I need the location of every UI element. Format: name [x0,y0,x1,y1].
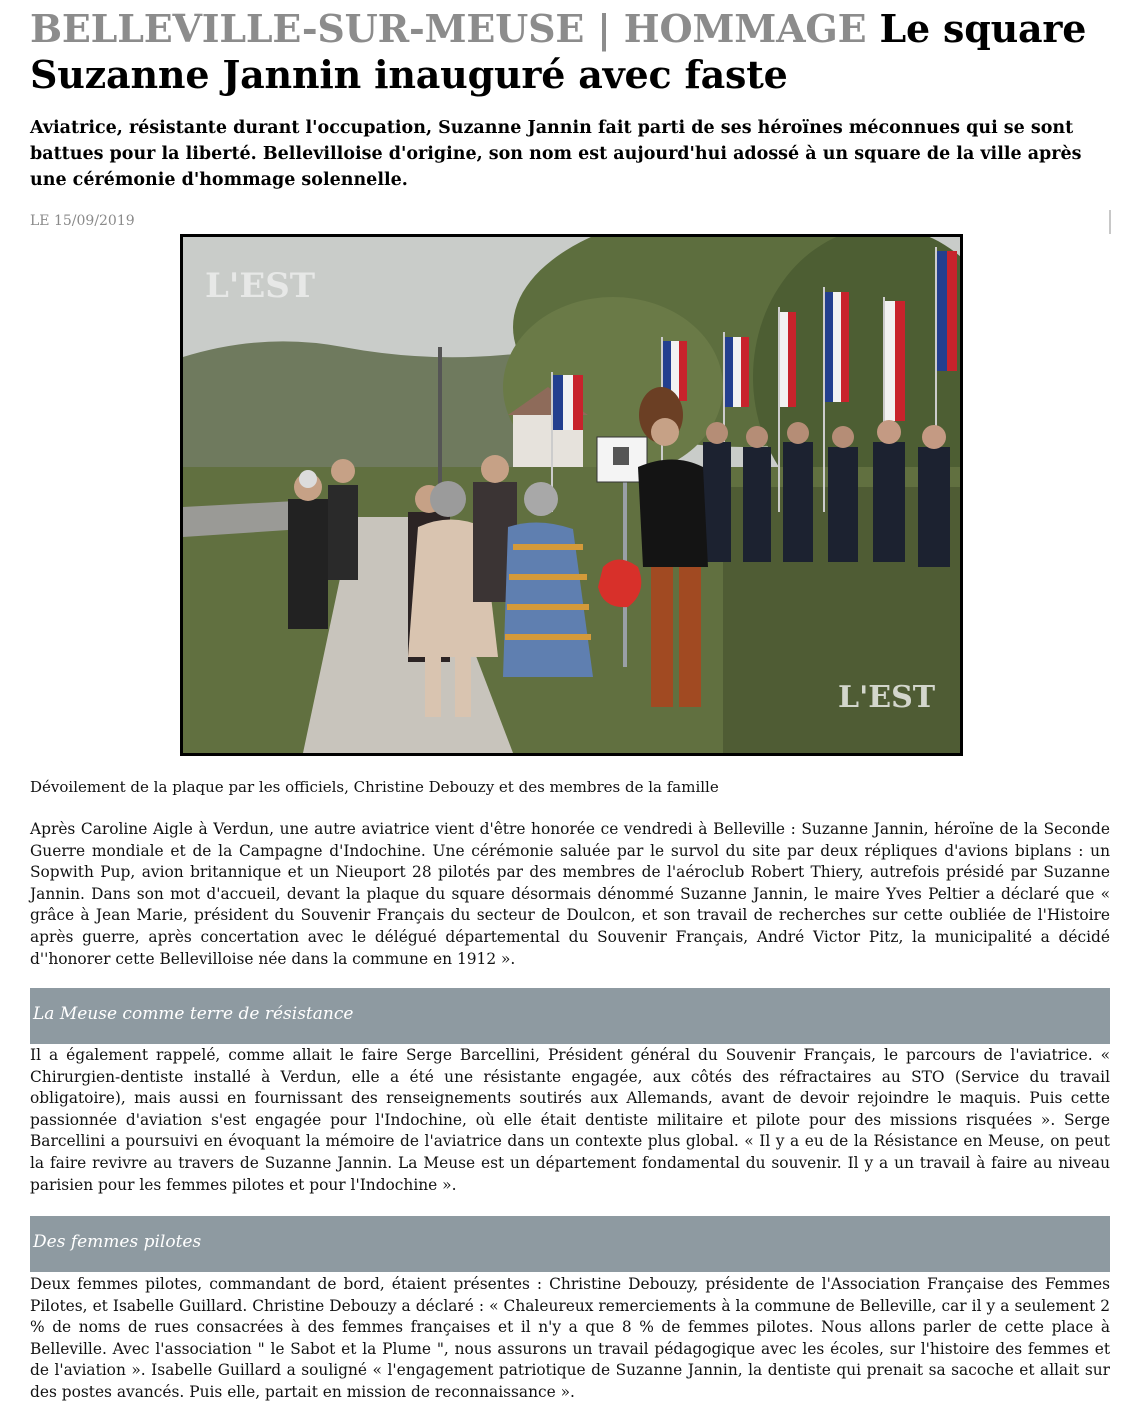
section-heading-2-label: Des femmes pilotes [33,1232,202,1252]
headline-kicker: BELLEVILLE-SUR-MEUSE | HOMMAGE [30,6,867,51]
article-lead: Aviatrice, résistante durant l'occupation, Suzanne Jannin fait parti de ses héroïnes méconnues qui se sont battues pour la liberté. Bellevilloise d'origine, son nom est aujourd'hui adossé à un square de la ville après une cérémonie d'hommage solennelle. [30,118,1082,190]
paragraph-2: Il a également rappelé, comme allait le faire Serge Barcellini, Président général du Souvenir Français, le parcours de l'aviatrice. « Chirurgien-dentiste installé à Verdun, elle a été une résistante engagée, aux côtés des réfractaires au STO (Service du travail obligatoire), mais aussi en fournissant des renseignements soutirés aux Allemands, avant de devoir rejoindre le maquis. Puis cette passionnée d'aviation s'est engagée pour l'Indochine, où elle était dentiste militaire et pilote pour des missions risquées ». Serge Barcellini a poursuivi en évoquant la mémoire de l'aviatrice dans un contexte plus global. « Il y a eu de la Résistance en Meuse, on peut la faire revivre au travers de Suzanne Jannin. La Meuse est un département fondamental du souvenir. Il y a un travail à faire au niveau parisien pour les femmes pilotes et pour l'Indochine ». [30,1046,1110,1194]
headline [30,6,1110,98]
ceremony-photo-illustration [183,237,960,753]
photo-watermark-top: L'EST [205,266,316,306]
section-heading-2 [30,1216,1110,1272]
section-heading-1-label: La Meuse comme terre de résistance [33,1004,354,1024]
article-photo [180,234,963,756]
photo-watermark-bottom: L'EST [838,680,936,715]
photo-caption: Dévoilement de la plaque par les officiels, Christine Debouzy et des membres de la famille [30,778,719,796]
margin-rule [1109,210,1111,234]
paragraph-1: Après Caroline Aigle à Verdun, une autre aviatrice vient d'être honorée ce vendredi à Belleville : Suzanne Jannin, héroïne de la Seconde Guerre mondiale et de la Campagne d'Indochine. Une cérémonie saluée par le survol du site par deux répliques d'avions biplans : un Sopwith Pup, avion britannique et un Nieuport 28 pilotés par des membres de l'aéroclub Robert Thiery, autrefois présidé par Suzanne Jannin. Dans son mot d'accueil, devant la plaque du square désormais dénommé Suzanne Jannin, le maire Yves Peltier a déclaré que « grâce à Jean Marie, président du Souvenir Français du secteur de Doulcon, et son travail de recherches sur cette oubliée de l'Histoire après guerre, après concertation avec le délégué départemental du Souvenir Français, André Victor Pitz, la municipalité a décidé d''honorer cette Bellevilloise née dans la commune en 1912 ». [30,820,1110,968]
paragraph-3: Deux femmes pilotes, commandant de bord, étaient présentes : Christine Debouzy, présidente de l'Association Française des Femmes Pilotes, et Isabelle Guillard. Christine Debouzy a déclaré : « Chaleureux remerciements à la commune de Belleville, car il y a seulement 2 % de noms de rues consacrées à des femmes françaises et il n'y a que 8 % de femmes pilotes. Nous allons parler de cette place à Belleville. Avec l'association " le Sabot et la Plume ", nous assurons un travail pédagogique avec les écoles, sur l'histoire des femmes et de l'aviation ». Isabelle Guillard a souligné « l'engagement patriotique de Suzanne Jannin, la dentiste qui prenait sa sacoche et allait sur des postes avancés. Puis elle, partait en mission de reconnaissance ». [30,1275,1110,1401]
article-date: LE 15/09/2019 [30,213,135,229]
headline-title: Le square Suzanne Jannin inauguré avec faste [30,6,1087,97]
section-heading-1 [30,988,1110,1044]
